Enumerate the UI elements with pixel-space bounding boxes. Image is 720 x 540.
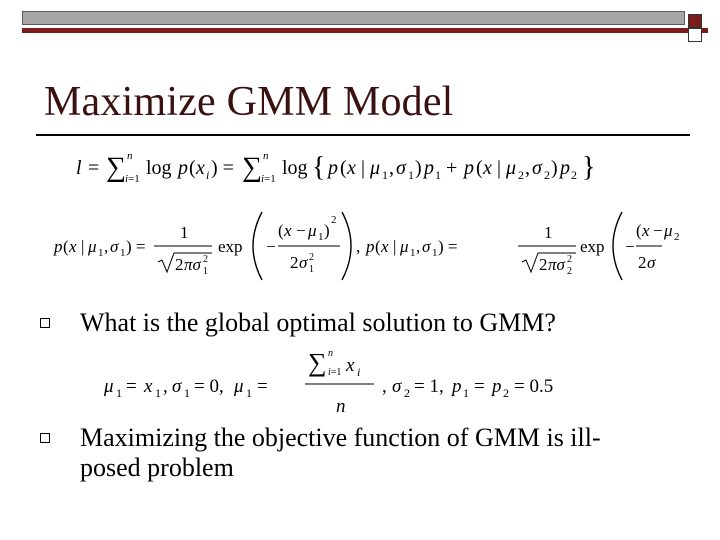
svg-text:2: 2 [309,252,314,263]
svg-text:(: ( [375,237,381,256]
svg-text:,: , [382,376,387,397]
svg-text:p: p [560,157,570,179]
bullet-text-ill-posed-line1: Maximizing the objective function of GMM is ill- [80,423,601,452]
svg-text:2: 2 [203,254,208,265]
svg-text:,: , [356,237,361,256]
svg-text:−: − [296,221,306,240]
svg-text:σ: σ [110,237,119,256]
corner-square-red [688,14,702,28]
svg-text:μ: μ [370,157,381,179]
svg-text:i: i [206,168,210,182]
svg-text:πσ: πσ [548,255,565,274]
svg-text:): ) [415,157,422,179]
svg-text:σ: σ [396,157,406,179]
svg-text:2: 2 [404,386,410,400]
slide-title: Maximize GMM Model [44,79,454,125]
svg-text:n: n [336,396,346,417]
svg-text:−: − [266,237,276,256]
bullet-text-ill-posed [80,423,680,483]
svg-text:∑: ∑ [106,152,126,183]
svg-text:μ: μ [400,237,409,256]
bullet-text-ill-posed-line2: posed problem [80,453,234,482]
svg-text:σ: σ [422,237,431,256]
svg-text:|: | [361,157,366,179]
svg-text:2: 2 [674,231,680,243]
svg-text:1: 1 [120,247,126,259]
svg-text:l: l [76,157,82,179]
svg-text:1: 1 [382,168,388,182]
svg-text:2: 2 [290,253,299,272]
svg-text:1: 1 [544,223,553,242]
svg-text:1: 1 [309,264,314,275]
svg-text:): ) [324,221,330,240]
svg-text:x: x [642,221,650,240]
svg-text:1: 1 [408,168,414,182]
svg-text:2: 2 [539,255,548,274]
svg-text:μ: μ [308,221,317,240]
svg-text:1: 1 [98,247,104,259]
svg-text:−: − [653,221,663,240]
svg-text:(: ( [340,157,347,179]
gaussian-density-equations [50,206,680,284]
svg-text:μ: μ [664,221,673,240]
bullet-marker [40,433,50,443]
svg-text:x: x [196,157,205,179]
svg-text:1: 1 [435,168,441,182]
svg-text:{: { [312,152,326,183]
svg-text:∑: ∑ [308,348,327,377]
svg-text:log: log [282,157,308,179]
bullet-text-global-optimum: What is the global optimal solution to GMM? [80,308,556,337]
svg-text:) =: ) = [211,157,234,179]
svg-text:log: log [146,157,172,179]
svg-text:σ: σ [647,253,656,272]
log-likelihood-equation [72,146,632,190]
svg-text:exp: exp [218,237,243,256]
svg-text:2: 2 [503,386,509,400]
svg-text:(: ( [636,221,642,240]
svg-text:): ) [551,157,558,179]
svg-text:1: 1 [246,386,252,400]
svg-text:i: i [357,365,361,379]
svg-text:2: 2 [571,168,577,182]
svg-text:x: x [346,355,355,376]
svg-text:) =: ) = [126,237,146,256]
svg-text:,: , [104,237,109,256]
svg-text:|: | [81,237,85,256]
svg-text:1: 1 [318,231,324,243]
svg-text:p: p [328,157,338,179]
svg-text:μ: μ [234,376,244,397]
svg-text:x: x [284,221,292,240]
svg-text:+: + [446,157,458,179]
svg-text:μ: μ [88,237,97,256]
svg-text:x: x [144,376,153,397]
svg-text:p: p [178,157,188,179]
svg-text:σ: σ [532,157,542,179]
svg-text:σ: σ [172,376,182,397]
svg-text:2: 2 [567,254,572,265]
svg-text:(: ( [278,221,284,240]
svg-text:2: 2 [544,168,550,182]
svg-text:1: 1 [184,386,190,400]
svg-text:1: 1 [432,247,438,259]
svg-text:i=1: i=1 [328,367,342,378]
svg-text:p: p [492,376,502,397]
svg-text:2: 2 [567,266,572,277]
svg-text:,: , [389,157,394,179]
svg-text:n: n [263,150,269,162]
svg-text:,: , [416,237,421,256]
svg-text:2: 2 [518,168,524,182]
svg-text:x: x [483,157,492,179]
svg-text:(: ( [476,157,483,179]
svg-text:πσ: πσ [184,255,201,274]
svg-text:μ: μ [104,376,114,397]
svg-text:) =: ) = [438,237,458,256]
svg-text:2: 2 [175,255,184,274]
svg-text:∑: ∑ [242,152,262,183]
svg-text:p: p [54,237,63,256]
top-red-bar [22,28,708,33]
svg-text:|: | [393,237,397,256]
svg-text:(: ( [63,237,69,256]
svg-text:1: 1 [155,386,161,400]
title-underline [36,134,690,136]
svg-text:p: p [464,157,474,179]
svg-text:n: n [328,348,333,359]
svg-text:−: − [625,237,635,256]
svg-text:=: = [257,376,268,397]
svg-text:x: x [381,237,389,256]
svg-text:}: } [582,152,596,183]
svg-text:= 0.5: = 0.5 [514,376,554,397]
svg-text:p: p [366,237,375,256]
svg-text:σ: σ [392,376,402,397]
svg-text:p: p [452,376,462,397]
svg-text:μ: μ [506,157,517,179]
svg-text:,: , [525,157,530,179]
svg-text:p: p [424,157,434,179]
svg-text:i=1: i=1 [261,173,276,185]
svg-text:n: n [127,150,133,162]
corner-square-white [688,28,702,42]
svg-text:=: = [126,376,137,397]
degenerate-solution-equation [100,348,620,420]
svg-text:2: 2 [638,253,647,272]
svg-text:x: x [347,157,356,179]
svg-text:1: 1 [203,266,208,277]
bullet-marker [40,318,50,328]
svg-text:i=1: i=1 [125,173,140,185]
svg-text:|: | [497,157,502,179]
svg-text:exp: exp [580,237,605,256]
svg-text:σ: σ [299,253,308,272]
svg-text:=: = [88,157,100,179]
svg-text:(: ( [189,157,196,179]
svg-text:x: x [69,237,77,256]
svg-text:=: = [474,376,485,397]
svg-text:= 1,: = 1, [414,376,444,397]
svg-text:2: 2 [331,214,337,226]
svg-text:1: 1 [116,386,122,400]
svg-text:1: 1 [463,386,469,400]
svg-text:= 0,: = 0, [194,376,224,397]
svg-text:1: 1 [180,223,189,242]
svg-text:1: 1 [410,247,416,259]
svg-text:,: , [163,376,168,397]
